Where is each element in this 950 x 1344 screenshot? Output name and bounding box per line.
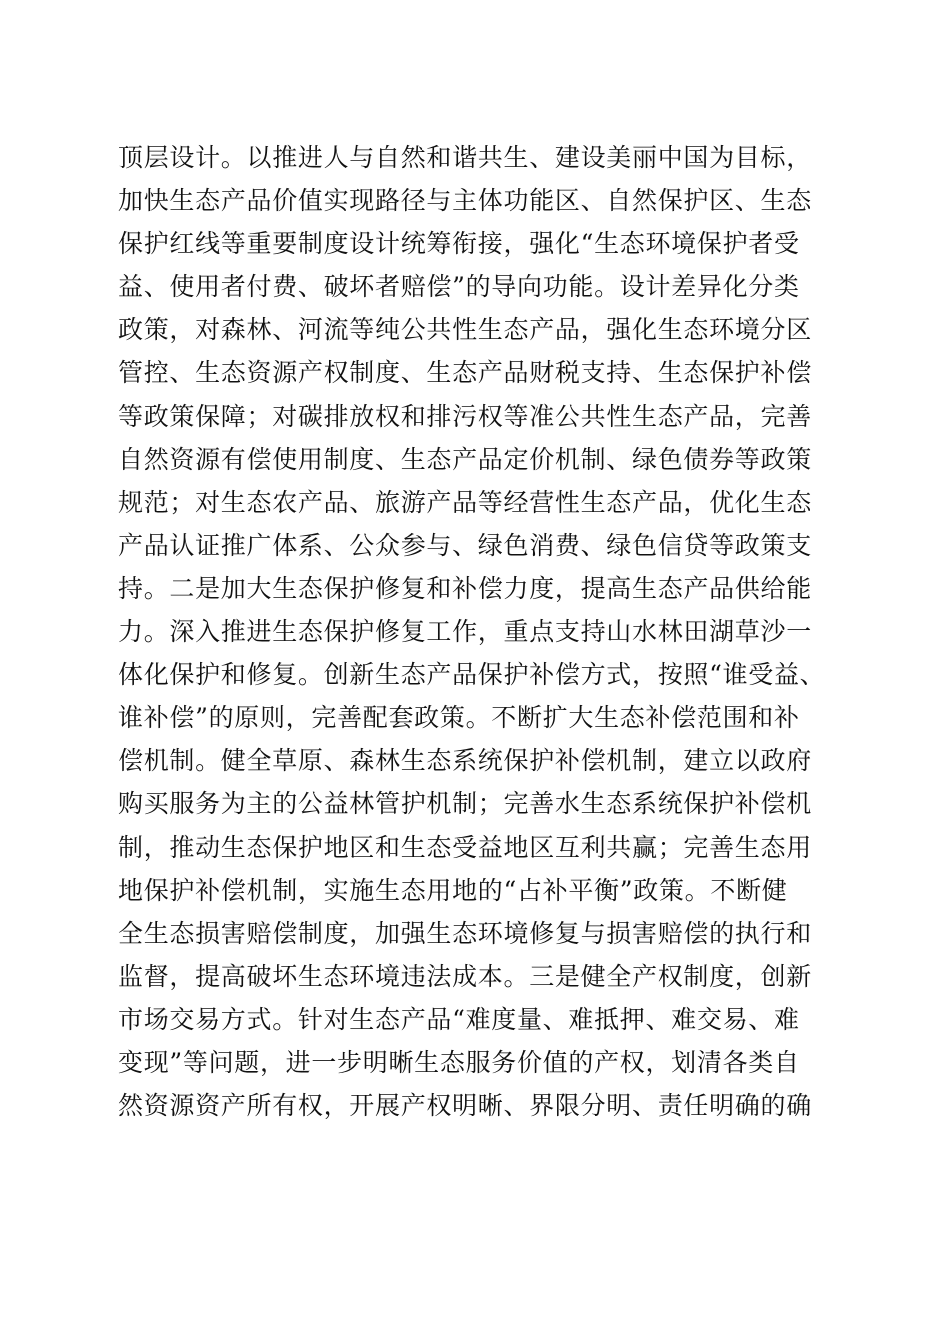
text-line: 体化保护和修复。创新生态产品保护补偿方式，按照“谁受益、	[118, 660, 826, 690]
text-line: 加快生态产品价值实现路径与主体功能区、自然保护区、生态	[118, 186, 812, 216]
text-line: 力。深入推进生态保护修复工作，重点支持山水林田湖草沙一	[118, 617, 812, 647]
text-line: 偿机制。健全草原、森林生态系统保护补偿机制，建立以政府	[118, 746, 812, 776]
text-line: 监督，提高破坏生态环境违法成本。三是健全产权制度，创新	[118, 961, 812, 991]
text-line: 政策，对森林、河流等纯公共性生态产品，强化生态环境分区	[118, 315, 812, 345]
text-line: 顶层设计。以推进人与自然和谐共生、建设美丽中国为目标，	[118, 143, 812, 172]
text-line: 谁补偿”的原则，完善配套政策。不断扩大生态补偿范围和补	[118, 703, 800, 733]
text-line: 全生态损害赔偿制度，加强生态环境修复与损害赔偿的执行和	[118, 918, 812, 948]
text-line: 制，推动生态保护地区和生态受益地区互利共赢；完善生态用	[118, 832, 812, 862]
text-line: 自然资源有偿使用制度、生态产品定价机制、绿色债券等政策	[118, 444, 812, 474]
text-line: 然资源资产所有权，开展产权明晰、界限分明、责任明确的确	[118, 1091, 812, 1121]
text-line: 规范；对生态农产品、旅游产品等经营性生态产品，优化生态	[118, 487, 812, 517]
text-line: 产品认证推广体系、公众参与、绿色消费、绿色信贷等政策支	[118, 530, 812, 560]
text-line: 管控、生态资源产权制度、生态产品财税支持、生态保护补偿	[118, 358, 812, 388]
text-line: 保护红线等重要制度设计统筹衔接，强化“生态环境保护者受	[118, 229, 800, 259]
text-line: 地保护补偿机制，实施生态用地的“占补平衡”政策。不断健	[118, 875, 788, 905]
text-line: 购买服务为主的公益林管护机制；完善水生态系统保护补偿机	[118, 789, 812, 819]
body-text	[118, 136, 838, 1127]
text-line: 持。二是加大生态保护修复和补偿力度，提高生态产品供给能	[118, 573, 812, 603]
text-line: 市场交易方式。针对生态产品“难度量、难抵押、难交易、难	[118, 1004, 800, 1034]
text-line: 变现”等问题，进一步明晰生态服务价值的产权，划清各类自	[118, 1047, 800, 1077]
text-line: 等政策保障；对碳排放权和排污权等准公共性生态产品，完善	[118, 401, 812, 431]
text-line: 益、使用者付费、破坏者赔偿”的导向功能。设计差异化分类	[118, 272, 800, 302]
